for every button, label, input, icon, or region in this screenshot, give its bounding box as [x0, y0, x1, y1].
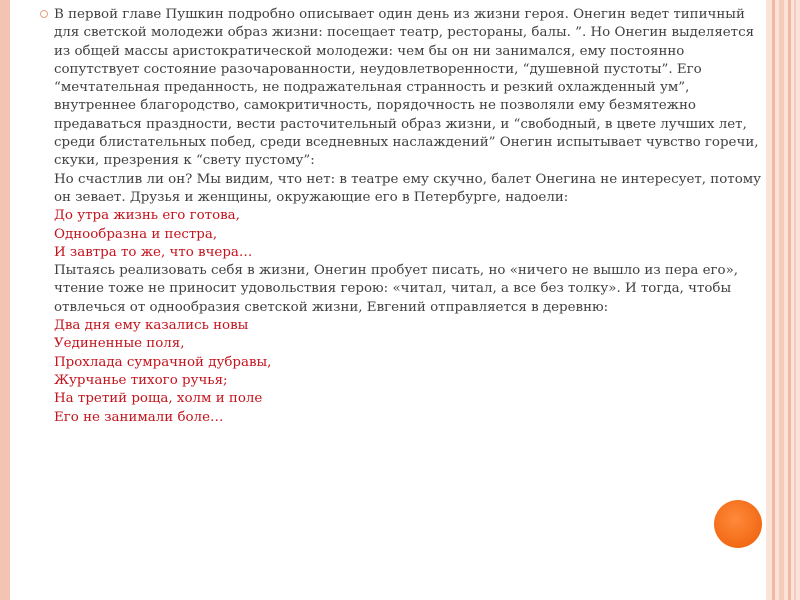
poem-line: Два дня ему казались новы	[54, 318, 249, 334]
left-frame-bar	[0, 0, 10, 600]
right-stripe	[772, 0, 775, 600]
poem-line: Его не занимали боле…	[54, 409, 224, 425]
right-stripe	[794, 0, 796, 600]
orange-circle-decoration	[714, 500, 762, 548]
bullet-icon	[40, 10, 48, 18]
right-stripe	[788, 0, 791, 600]
paragraph-3: Пытаясь реализовать себя в жизни, Онегин пробует писать, но «ничего не вышло из пера его», чтение тоже не приносит удовольствия герою: «читал, читал, а все без толку». И тогда, чтобы отвлечься от однообразия светской жизни, Евгений отправляется в деревню:	[54, 263, 739, 315]
paragraph-2: Но счастлив ли он? Мы видим, что нет: в театре ему скучно, балет Онегина не интересует, потому он зевает. Друзья и женщины, окружающие его в Петербурге, надоели:	[54, 171, 762, 205]
slide-content	[18, 0, 762, 600]
poem-line: На третий роща, холм и поле	[54, 391, 263, 407]
paragraph-1: В первой главе Пушкин подробно описывает один день из жизни героя. Онегин ведет типичный для светской молодежи образ жизни: посещает театр, рестораны, балы. ”. Но Онегин выделяется из общей массы аристократической молодежи: чем бы он ни занимался, ему постоянно сопутствует состояние разочарованности, неудовлетворенности, “душевной пустоты”. Его “мечтательная преданность, не подражательная странность и резкий охлажденный ум”, внутреннее благородство, самокритичность, порядочность не позволяли ему безмятежно предаваться праздности, вести расточительный образ жизни, и “свободный, в цвете лучших лет, среди блистательных побед, среди вседневных наслаждений” Онегин испытывает чувство горечи, скуки, презрения к “свету пустому”:	[54, 7, 759, 169]
poem-line: Уединенные поля,	[54, 336, 185, 352]
slide-text	[54, 6, 766, 427]
poem-line: И завтра то же, что вчера…	[54, 244, 253, 260]
poem-line: Однообразна и пестра,	[54, 226, 218, 242]
poem-line: Журчанье тихого ручья;	[54, 372, 228, 388]
poem-line: До утра жизнь его готова,	[54, 208, 240, 224]
poem-line: Прохлада сумрачной дубравы,	[54, 354, 272, 370]
right-stripe	[779, 0, 784, 600]
